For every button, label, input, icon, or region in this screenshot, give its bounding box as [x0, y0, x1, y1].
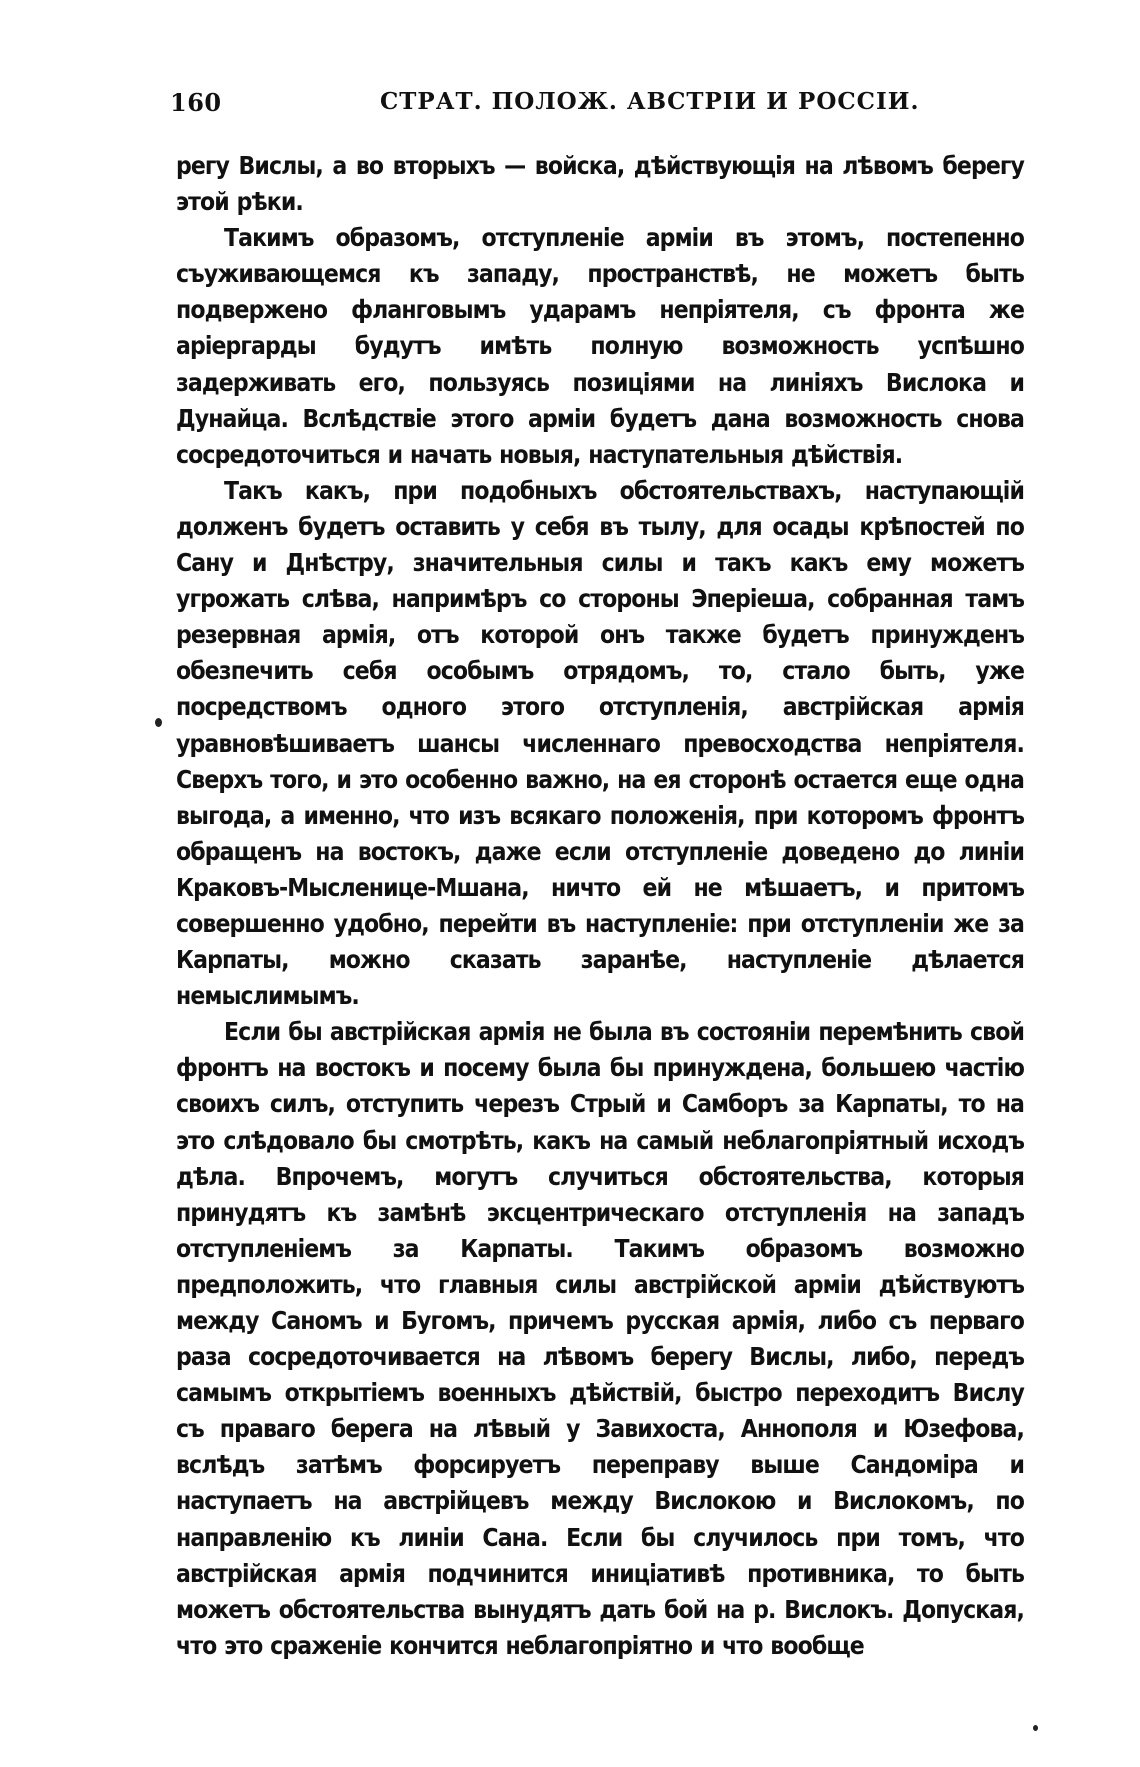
page-number: 160 — [170, 88, 222, 117]
body-text — [176, 148, 1024, 1664]
paragraph-4: Если бы австрійская армія не была въ состояніи перемѣнить свой фронтъ на востокъ и посему была бы принуждена, большею частію своихъ силъ, отступить черезъ Стрый и Самборъ за Карпаты, то на это слѣдовало бы смотрѣть, какъ на самый неблагопріятный исходъ дѣла. Впрочемъ, могутъ случиться обстоятельства, которыя принудятъ къ замѣнѣ эксцентрическаго отступленія на западъ отступленіемъ за Карпаты. Такимъ образомъ возможно предположить, что главныя силы австрійской арміи дѣйствуютъ между Саномъ и Бугомъ, причемъ русская армія, либо съ перваго раза сосредоточивается на лѣвомъ берегу Вислы, либо, передъ самымъ открытіемъ военныхъ дѣйствій, быстро переходитъ Вислу съ праваго берега на лѣвый у Завихоста, Аннополя и Юзефова, вслѣдъ затѣмъ форсируетъ переправу выше Сандоміра и наступаетъ на австрійцевъ между Вислокою и Вислокомъ, по направленію къ линіи Сана. Если бы случилось при томъ, что австрійская армія подчинится иниціативѣ противника, то быть можетъ обстоятельства вынудятъ дать бой на р. Вислокъ. Допуская, что это сраженіе кончится неблагопріятно и что вообще — [176, 1017, 1024, 1660]
running-head — [170, 88, 1025, 124]
paragraph-3: Такъ какъ, при подобныхъ обстоятельствахъ, наступающій долженъ будетъ оставить у себя въ тылу, для осады крѣпостей по Сану и Днѣстру, значительныя силы и такъ какъ ему можетъ угрожать слѣва, напримѣръ со стороны Эперіеша, собранная тамъ резервная армія, отъ которой онъ также будетъ принужденъ обезпечить себя особымъ отрядомъ, то, стало быть, уже посредствомъ одного этого отступленія, австрійская армія уравновѣшиваетъ шансы численнаго превосходства непріятеля. Сверхъ того, и это особенно важно, на ея сторонѣ остается еще одна выгода, а именно, что изъ всякаго положенія, при которомъ фронтъ обращенъ на востокъ, даже если отступленіе доведено до линіи Краковъ-Мысленице-Мшана, ничто ей не мѣшаетъ, и притомъ совершенно удобно, перейти въ наступленіе: при отступленіи же за Карпаты, можно сказать заранѣе, наступленіе дѣлается немыслимымъ. — [176, 475, 1024, 1011]
paragraph-1-continued: регу Вислы, а во вторыхъ — войска, дѣйствующія на лѣвомъ берегу этой рѣки. — [176, 151, 1024, 217]
ink-speck-left — [155, 718, 162, 727]
ink-speck-bottom-right — [1033, 1725, 1038, 1731]
paragraph-2: Такимъ образомъ, отступленіе арміи въ этомъ, постепенно съуживающемся къ западу, пространствѣ, не можетъ быть подвержено фланговымъ ударамъ непріятеля, съ фронта же аріергарды будутъ имѣть полную возможность успѣшно задерживать его, пользуясь позиціями на линіяхъ Вислока и Дунайца. Вслѣдствіе этого арміи будетъ дана возможность снова сосредоточиться и начать новыя, наступательныя дѣйствія. — [176, 223, 1024, 469]
running-title: СТРАТ. ПОЛОЖ. АВСТРІИ И РОССІИ. — [380, 88, 920, 115]
